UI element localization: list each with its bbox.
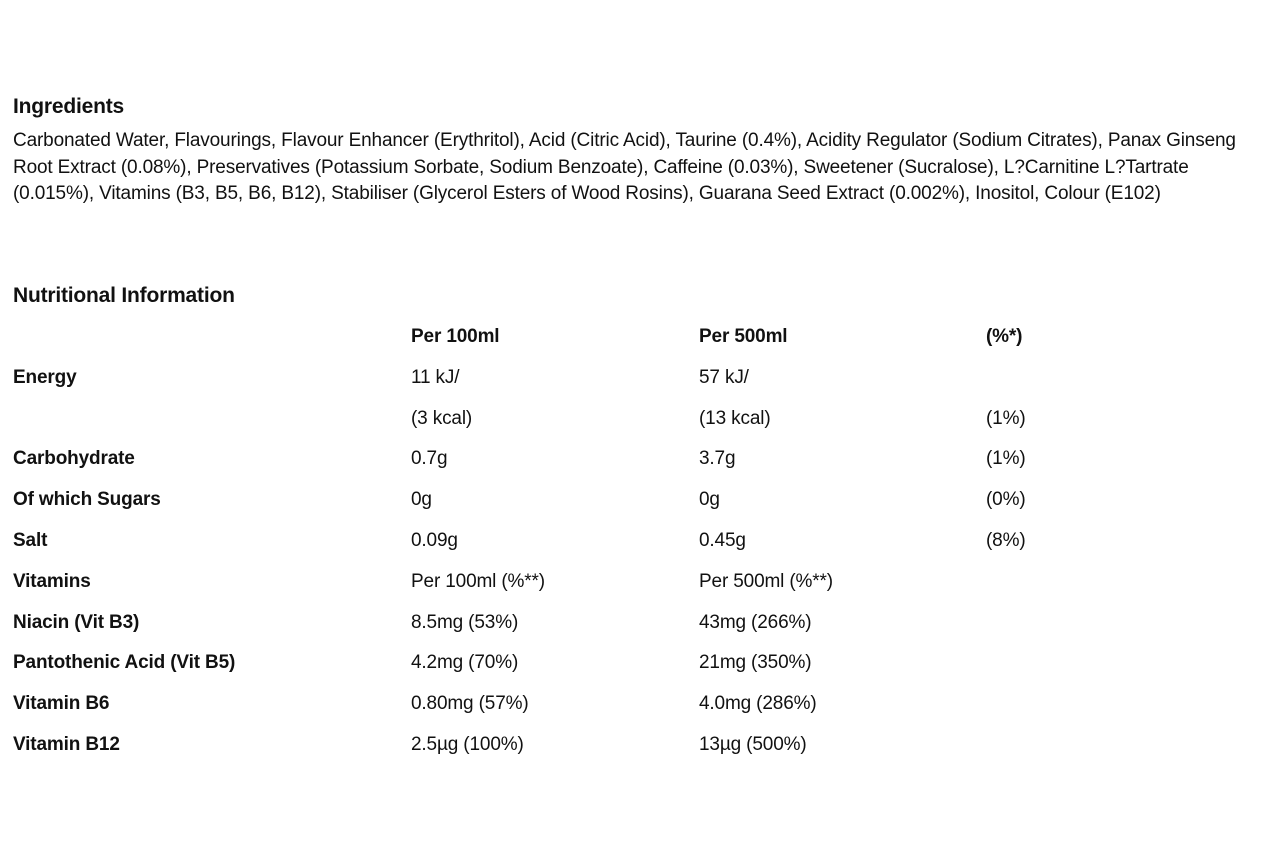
- per-500ml-value: 13µg (500%): [699, 733, 807, 755]
- per-100ml-value: 0.09g: [411, 529, 458, 551]
- per-100ml-value: Per 100ml (%**): [411, 570, 545, 592]
- table-row: [13, 562, 1113, 603]
- percent-value: (0%): [986, 489, 1026, 511]
- per-100ml-value: 0g: [411, 489, 432, 511]
- row-label: Energy: [13, 366, 77, 388]
- nutrition-heading: Nutritional Information: [13, 284, 235, 307]
- table-row: [13, 725, 1113, 766]
- per-500ml-value: 3.7g: [699, 448, 736, 470]
- percent-value: (1%): [986, 407, 1026, 429]
- per-500ml-value: 4.0mg (286%): [699, 693, 817, 715]
- table-row: [13, 684, 1113, 725]
- nutrition-table: [13, 317, 1113, 766]
- header-percent: (%*): [986, 326, 1023, 347]
- row-label: Pantothenic Acid (Vit B5): [13, 652, 236, 674]
- per-500ml-value: 43mg (266%): [699, 611, 812, 633]
- ingredients-heading: Ingredients: [13, 95, 124, 118]
- per-100ml-value: 11 kJ/: [411, 366, 460, 388]
- header-per-100ml: Per 100ml: [411, 326, 500, 347]
- per-100ml-value: 4.2mg (70%): [411, 652, 519, 674]
- row-label: Vitamin B12: [13, 733, 120, 755]
- row-label: Vitamins: [13, 570, 91, 592]
- ingredients-text: Carbonated Water, Flavourings, Flavour Enhancer (Erythritol), Acid (Citric Acid), Taurine (0.4%), Acidity Regulator (Sodium Citrates), Panax Ginseng Root Extract (0.08%), Preservatives (Potassium Sorbate, Sodium Benzoate), Caffeine (0.03%), Sweetener (Sucralose), L?Carnitine L?Tartrate (0.015%), Vitamins (B3, B5, B6, B12), Stabiliser (Glycerol Esters of Wood Rosins), Guarana Seed Extract (0.002%), Inositol, Colour (E102): [13, 130, 1236, 204]
- table-row: [13, 643, 1113, 684]
- per-100ml-value: (3 kcal): [411, 407, 473, 429]
- table-row: [13, 399, 1113, 440]
- row-label: Of which Sugars: [13, 489, 161, 511]
- per-500ml-value: 0g: [699, 489, 720, 511]
- per-100ml-value: 0.7g: [411, 448, 448, 470]
- per-500ml-value: (13 kcal): [699, 407, 771, 429]
- percent-value: (8%): [986, 529, 1026, 551]
- product-info-page: [13, 0, 1268, 853]
- table-row: [13, 480, 1113, 521]
- table-row: [13, 439, 1113, 480]
- per-500ml-value: 21mg (350%): [699, 652, 812, 674]
- per-100ml-value: 8.5mg (53%): [411, 611, 519, 633]
- row-label: Salt: [13, 529, 48, 551]
- per-500ml-value: 57 kJ/: [699, 366, 749, 388]
- row-label: Vitamin B6: [13, 693, 110, 715]
- row-label: Niacin (Vit B3): [13, 611, 140, 633]
- header-per-500ml: Per 500ml: [699, 326, 788, 347]
- table-row: [13, 521, 1113, 562]
- per-500ml-value: Per 500ml (%**): [699, 570, 833, 592]
- table-row: [13, 603, 1113, 644]
- percent-value: (1%): [986, 448, 1026, 470]
- nutrition-header-row: [13, 317, 1113, 358]
- per-100ml-value: 2.5µg (100%): [411, 733, 524, 755]
- table-row: [13, 358, 1113, 399]
- row-label: Carbohydrate: [13, 448, 135, 470]
- per-500ml-value: 0.45g: [699, 529, 746, 551]
- per-100ml-value: 0.80mg (57%): [411, 693, 529, 715]
